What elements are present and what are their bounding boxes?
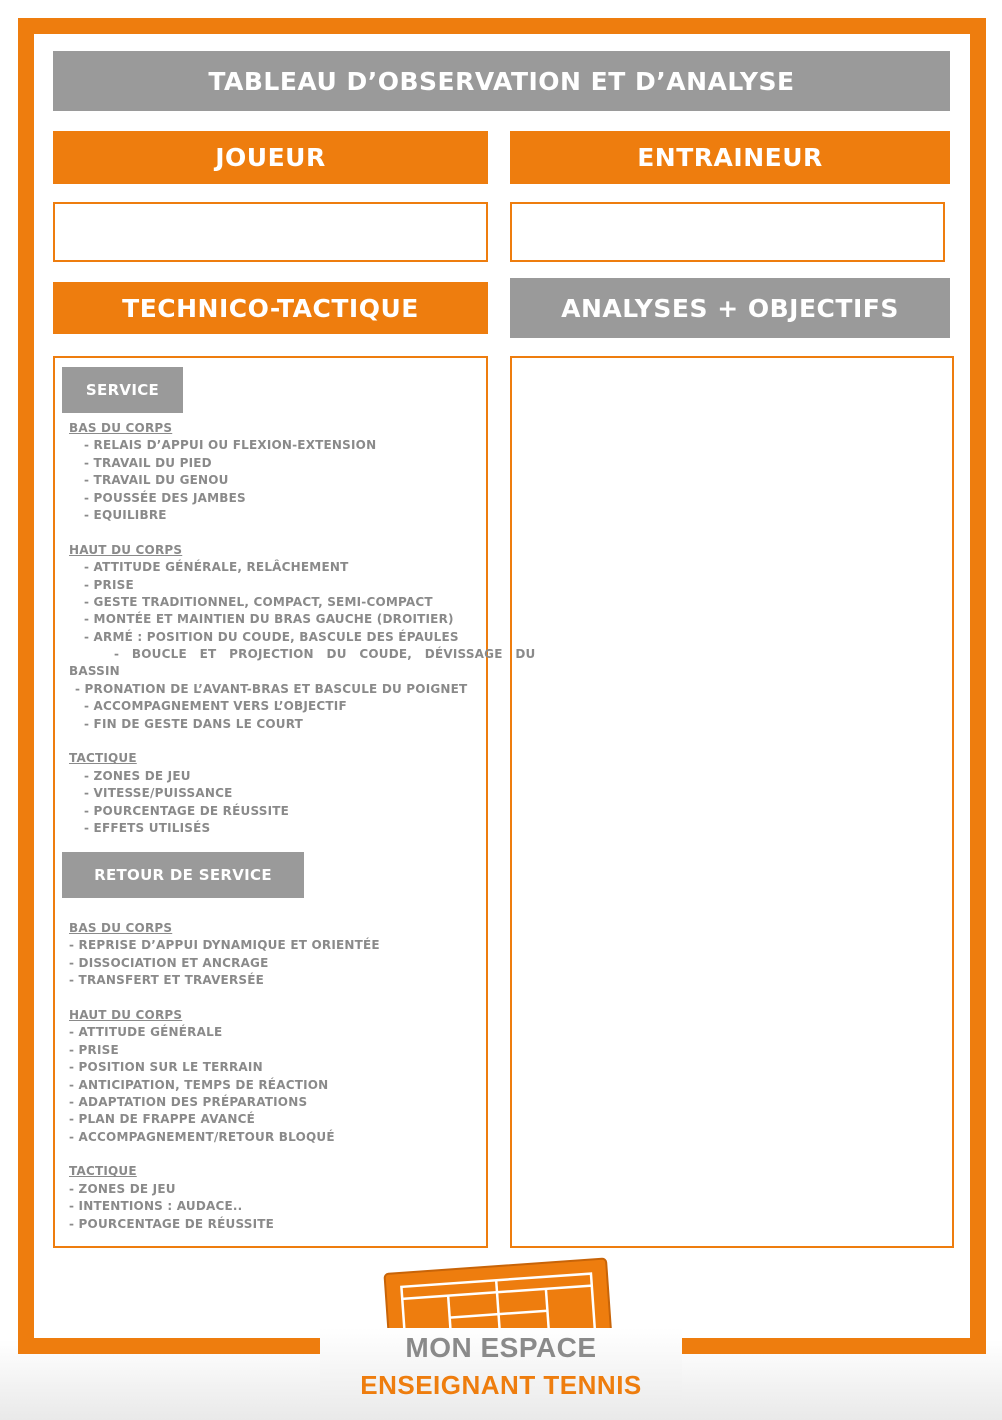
list-item: - BOUCLE ET PROJECTION DU COUDE, DÉVISSAGE DU [114, 647, 536, 662]
list-item: - ZONES DE JEU [69, 1181, 176, 1196]
list-item: - MONTÉE ET MAINTIEN DU BRAS GAUCHE (DROITIER) [84, 612, 454, 627]
list-item: - VITESSE/PUISSANCE [84, 786, 233, 801]
service-content [69, 420, 536, 837]
list-item: - ATTITUDE GÉNÉRALE, RELÂCHEMENT [84, 560, 349, 575]
list-item: - ARMÉ : POSITION DU COUDE, BASCULE DES ÉPAULES [84, 629, 459, 644]
list-item: - INTENTIONS : AUDACE.. [69, 1199, 243, 1214]
logo-line-1: MON ESPACE [405, 1332, 597, 1363]
list-item-wrap: BASSIN [69, 664, 120, 679]
list-item: - TRAVAIL DU PIED [84, 455, 212, 470]
joueur-field[interactable] [53, 202, 488, 262]
retour-haut-title: HAUT DU CORPS [69, 1007, 183, 1022]
list-item: - PRISE [69, 1042, 119, 1057]
list-item: - PLAN DE FRAPPE AVANCÉ [69, 1112, 256, 1127]
list-item: - POUSSÉE DES JAMBES [84, 490, 246, 505]
entraineur-header: ENTRAINEUR [510, 131, 950, 184]
technico-tactique-header: TECHNICO-TACTIQUE [53, 282, 488, 334]
list-item: - ZONES DE JEU [84, 768, 191, 783]
list-item: - DISSOCIATION ET ANCRAGE [69, 955, 269, 970]
retour-tactique-title: TACTIQUE [69, 1164, 137, 1179]
tennis-court-icon [380, 1252, 620, 1332]
logo-line-2: ENSEIGNANT TENNIS [360, 1370, 642, 1400]
service-haut-title: HAUT DU CORPS [69, 542, 183, 557]
list-item: - ADAPTATION DES PRÉPARATIONS [69, 1094, 308, 1109]
list-item: - PRISE [84, 577, 134, 592]
service-tactique-title: TACTIQUE [69, 751, 137, 766]
list-item: - TRAVAIL DU GENOU [84, 473, 229, 488]
retour-bas-title: BAS DU CORPS [69, 921, 173, 935]
analyses-objectifs-field[interactable] [510, 356, 954, 1248]
analyses-objectifs-header: ANALYSES + OBJECTIFS [510, 278, 950, 338]
retour-service-label: RETOUR DE SERVICE [62, 852, 304, 898]
list-item: - EQUILIBRE [84, 507, 167, 522]
list-item: - RELAIS D’APPUI OU FLEXION-EXTENSION [84, 438, 377, 453]
list-item: - ACCOMPAGNEMENT/RETOUR BLOQUÉ [69, 1129, 335, 1144]
list-item: - POURCENTAGE DE RÉUSSITE [69, 1216, 275, 1231]
joueur-header: JOUEUR [53, 131, 488, 184]
list-item: - PRONATION DE L’AVANT-BRAS ET BASCULE DU POIGNET [75, 681, 468, 696]
list-item: - POURCENTAGE DE RÉUSSITE [84, 803, 290, 818]
logo [320, 1250, 682, 1410]
list-item: - ANTICIPATION, TEMPS DE RÉACTION [69, 1077, 329, 1092]
list-item: - FIN DE GESTE DANS LE COURT [84, 716, 303, 731]
list-item: - REPRISE D’APPUI DYNAMIQUE ET ORIENTÉE [69, 938, 380, 953]
list-item: - ATTITUDE GÉNÉRALE [69, 1025, 223, 1040]
list-item: - GESTE TRADITIONNEL, COMPACT, SEMI-COMPACT [84, 594, 433, 609]
service-bas-title: BAS DU CORPS [69, 421, 173, 435]
list-item: - TRANSFERT ET TRAVERSÉE [69, 973, 265, 988]
retour-content [69, 920, 481, 1233]
service-label: SERVICE [62, 367, 183, 413]
entraineur-field[interactable] [510, 202, 945, 262]
list-item: - EFFETS UTILISÉS [84, 820, 211, 835]
list-item: - ACCOMPAGNEMENT VERS L’OBJECTIF [84, 699, 347, 714]
list-item: - POSITION SUR LE TERRAIN [69, 1060, 263, 1075]
page-title: TABLEAU D’OBSERVATION ET D’ANALYSE [53, 51, 950, 111]
